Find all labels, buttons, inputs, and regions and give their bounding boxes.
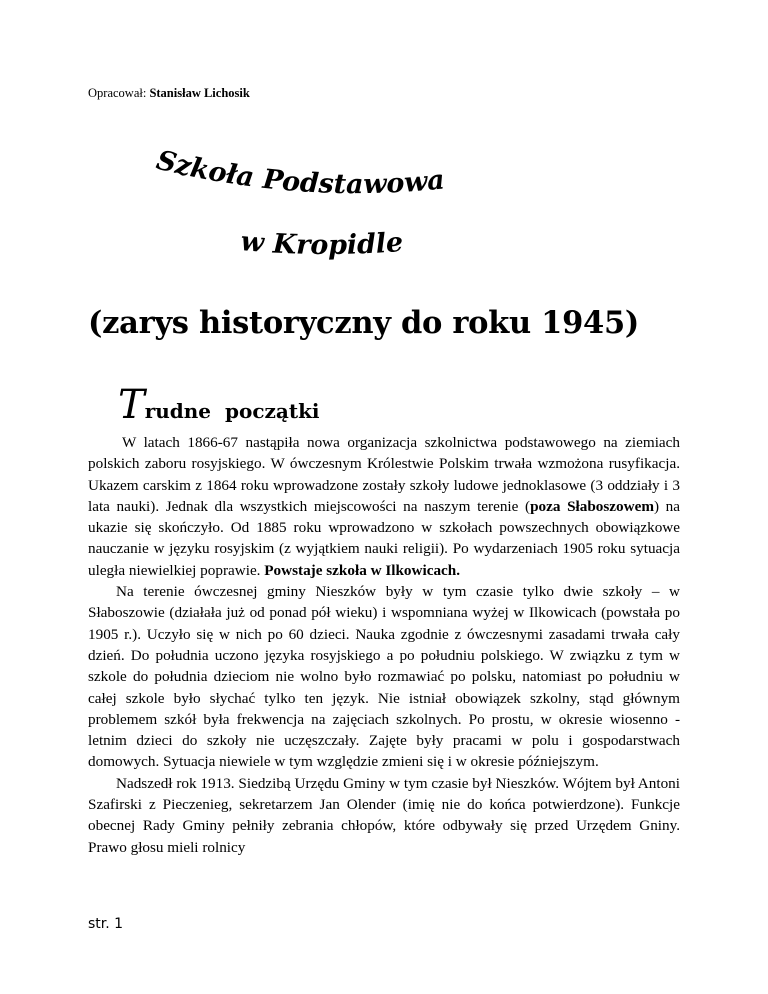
author-name: Stanisław Lichosik: [149, 86, 250, 100]
paragraph-1-part-a: W latach 1866-67 nastąpiła nowa organizacja szkolnictwa podstawowego na ziemiach polskich zaboru rosyjskiego. W ówczesnym Królestwie Polskim trwała wzmożona rusyfikacja. Ukazem carskim z 1864 roku wprowadzone zostały szkoły ludowe jednoklasowe (3 oddziały i 3 lata nauki). Jednak dla wszystkich miejscowości na naszym terenie (: [88, 434, 680, 515]
author-line: [88, 86, 250, 101]
paragraph-1-bold-a: poza Słaboszowem: [530, 497, 654, 515]
section-initial: T: [118, 382, 145, 428]
title-line-2: w Kropidle: [239, 226, 405, 262]
paragraph-3: Nadszedł rok 1913. Siedzibą Urzędu Gminy w tym czasie był Nieszków. Wójtem był Antoni Szafirski z Pieczenieg, sekretarzem Jan Olender (imię nie do końca potwierdzone). Funkcje obecnej Rady Gminy pełniły zebrania chłopów, które odbywały się przed Urzędem Gniny. Prawo głosu mieli rolnicy: [88, 774, 680, 856]
body-text: [88, 432, 680, 858]
title-line-1: Szkoła Podstawowa: [153, 144, 447, 201]
paragraph-1-bold-b: Powstaje szkoła w Ilkowicach.: [264, 561, 461, 579]
paragraph-1: [88, 432, 680, 581]
page-number: str. 1: [88, 916, 124, 932]
author-label: Opracował:: [88, 86, 147, 100]
section-heading: [118, 382, 320, 428]
subtitle: (zarys historyczny do roku 1945): [88, 305, 640, 341]
section-word-2: początki: [225, 399, 320, 423]
paragraph-2: Na terenie ówczesnej gminy Nieszków były w tym czasie tylko dwie szkoły – w Słaboszowie (działała już od ponad pół wieku) i wspomniana wyżej w Ilkowicach (powstała po 1905 r.). Uczyło się w nich po 60 dzieci. Nauka zgodnie z ówczesnymi zasadami trwała cały dzień. Do południa uczono języka rosyjskiego a po południu polskiego. W związku z tym w szkole do południa dzieciom nie wolno było rozmawiać po polsku, natomiast po południu w całej szkole było słychać tylko ten język. Nie istniał obowiązek szkolny, stąd głównym problemem szkół była frekwencja na zajęciach szkolnych. Po prostu, w okresie wiosenno - letnim dzieci do szkoły nie uczęszczały. Zajęte były pracami w polu i gospodarstwach domowych. Sytuacja niewiele w tym względzie zmieni się i w okresie późniejszym.: [88, 583, 680, 771]
wordart-title: [130, 144, 610, 290]
paragraph-1-part-c: ) na ukazie się skończyło. Od 1885 roku wprowadzono w szkołach powszechnych obowiązkowe nauczanie w języku rosyjskim (z wyjątkiem nauki religii). Po wydarzeniach 1905 roku sytuacja uległa niewielkiej poprawie.: [88, 497, 680, 579]
section-word-1: rudne: [144, 399, 212, 423]
